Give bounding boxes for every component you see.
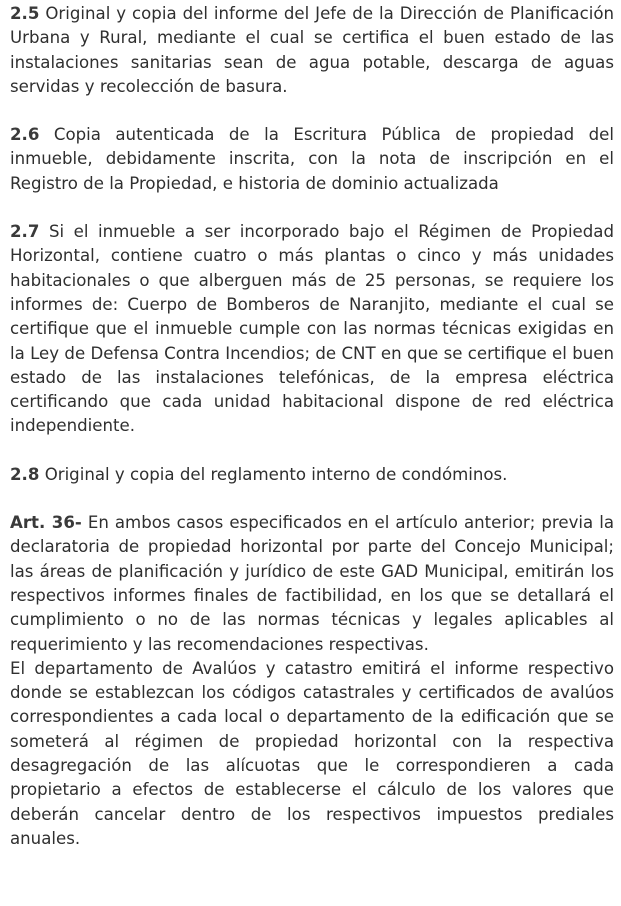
section-text: Copia autenticada de la Escritura Pública de propiedad del inmueble, debidamente inscrita, con la nota de inscripción en el Registro de la Propiedad, e historia de dominio actualizada: [10, 125, 614, 193]
section-text: Original y copia del reglamento interno de condóminos.: [44, 464, 508, 484]
section-text: Si el inmueble a ser incorporado bajo el Régimen de Propiedad Horizontal, contiene cuatro o más plantas o cinco y más unidades habitacionales o que alberguen más de 25 personas, se requiere los informes de: Cuerpo de Bomberos de Naranjito, mediante el cual se certifique que el inmueble cumple con las normas técnicas exigidas en la Ley de Defensa Contra Incendios; de CNT en que se certifique el buen estado de las instalaciones telefónicas, de la empresa eléctrica certificando que cada unidad habitacional dispone de red eléctrica independiente.: [10, 222, 614, 436]
paragraph-gap: [10, 99, 614, 123]
section-2-6: [10, 123, 614, 196]
section-2-8: [10, 463, 614, 487]
section-number: 2.6: [10, 125, 40, 145]
section-number: 2.7: [10, 222, 40, 242]
document-page: [10, 2, 614, 851]
paragraph-gap: [10, 439, 614, 463]
section-text: Original y copia del informe del Jefe de la Dirección de Planificación Urbana y Rural, mediante el cual se certifica el buen estado de las instalaciones sanitarias sean de agua potable, descarga de aguas servidas y recolección de basura.: [10, 4, 615, 96]
article-text: En ambos casos especificados en el artículo anterior; previa la declaratoria de propiedad horizontal por parte del Concejo Municipal; las áreas de planificación y jurídico de este GAD Municipal, emitirán los respectivos informes finales de factibilidad, en los que se detallará el cumplimiento o no de las normas técnicas y legales aplicables al requerimiento y las recomendaciones respectivas.: [10, 513, 614, 654]
paragraph-gap: [10, 487, 614, 511]
article-36-continuation: [10, 657, 614, 851]
section-2-7: [10, 220, 614, 439]
article-continuation-text: El departamento de Avalúos y catastro emitirá el informe respectivo donde se establezcan los códigos catastrales y certificados de avalúos correspondientes a cada local o departamento de la edificación que se someterá al régimen de propiedad horizontal con la respectiva desagregación de las alícuotas que le correspondieren a cada propietario a efectos de establecerse el cálculo de los valores que deberán cancelar dentro de los respectivos impuestos prediales anuales.: [10, 658, 614, 848]
section-2-5: [10, 2, 614, 99]
article-label: Art. 36-: [10, 513, 82, 533]
paragraph-gap: [10, 196, 614, 220]
article-36: [10, 511, 614, 657]
section-number: 2.8: [10, 464, 40, 484]
section-number: 2.5: [10, 4, 40, 23]
